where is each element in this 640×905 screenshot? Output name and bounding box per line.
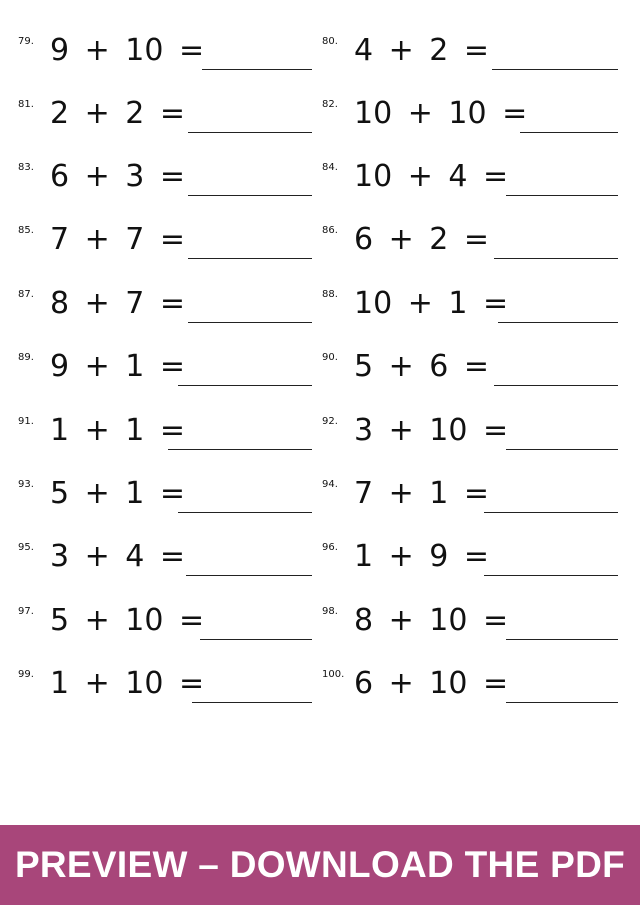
- answer-line[interactable]: [188, 322, 312, 323]
- answer-line[interactable]: [202, 69, 312, 70]
- problem-row: [0, 414, 640, 478]
- problem-81: [18, 97, 312, 161]
- problem-number: 90.: [322, 352, 338, 363]
- problem-number: 86.: [322, 225, 338, 236]
- problem-number: 98.: [322, 606, 338, 617]
- problem-87: [18, 287, 312, 351]
- problem-row: [0, 477, 640, 541]
- problem-expression: 5 + 6 =: [354, 349, 490, 384]
- problem-expression: 2 + 2 =: [50, 96, 186, 131]
- answer-line[interactable]: [506, 195, 618, 196]
- problem-number: 81.: [18, 99, 34, 110]
- problem-99: [18, 667, 312, 731]
- preview-banner[interactable]: [0, 825, 640, 905]
- problem-expression: 1 + 10 =: [50, 666, 205, 701]
- problem-expression: 7 + 7 =: [50, 222, 186, 257]
- answer-line[interactable]: [188, 195, 312, 196]
- problem-number: 100.: [322, 669, 345, 680]
- answer-line[interactable]: [520, 132, 618, 133]
- problem-86: [322, 223, 618, 287]
- problem-row: [0, 350, 640, 414]
- problem-number: 96.: [322, 542, 338, 553]
- answer-line[interactable]: [498, 322, 618, 323]
- answer-line[interactable]: [506, 449, 618, 450]
- problem-number: 91.: [18, 416, 34, 427]
- problem-96: [322, 540, 618, 604]
- problem-79: [18, 34, 312, 98]
- problem-number: 84.: [322, 162, 338, 173]
- problem-expression: 6 + 2 =: [354, 222, 490, 257]
- answer-line[interactable]: [188, 258, 312, 259]
- problem-93: [18, 477, 312, 541]
- problem-expression: 10 + 10 =: [354, 96, 528, 131]
- problem-expression: 9 + 1 =: [50, 349, 186, 384]
- problem-expression: 8 + 10 =: [354, 603, 509, 638]
- answer-line[interactable]: [494, 258, 618, 259]
- problem-number: 94.: [322, 479, 338, 490]
- problem-82: [322, 97, 618, 161]
- problem-row: [0, 604, 640, 668]
- problem-row: [0, 223, 640, 287]
- answer-line[interactable]: [188, 132, 312, 133]
- problem-number: 89.: [18, 352, 34, 363]
- problem-row: [0, 287, 640, 351]
- problem-number: 79.: [18, 36, 34, 47]
- problem-row: [0, 97, 640, 161]
- problem-expression: 1 + 9 =: [354, 539, 490, 574]
- banner-text: PREVIEW – DOWNLOAD THE PDF: [14, 844, 626, 885]
- problem-number: 88.: [322, 289, 338, 300]
- problem-expression: 9 + 10 =: [50, 33, 205, 68]
- answer-line[interactable]: [168, 449, 312, 450]
- problem-92: [322, 414, 618, 478]
- problem-89: [18, 350, 312, 414]
- problem-95: [18, 540, 312, 604]
- problem-91: [18, 414, 312, 478]
- problem-number: 99.: [18, 669, 34, 680]
- answer-line[interactable]: [506, 639, 618, 640]
- problem-84: [322, 160, 618, 224]
- problem-85: [18, 223, 312, 287]
- problem-expression: 5 + 10 =: [50, 603, 205, 638]
- problem-98: [322, 604, 618, 668]
- problem-expression: 6 + 3 =: [50, 159, 186, 194]
- problem-80: [322, 34, 618, 98]
- problem-row: [0, 160, 640, 224]
- answer-line[interactable]: [484, 575, 618, 576]
- problem-expression: 3 + 10 =: [354, 413, 509, 448]
- problem-number: 87.: [18, 289, 34, 300]
- problem-100: [322, 667, 618, 731]
- problem-number: 82.: [322, 99, 338, 110]
- problem-number: 97.: [18, 606, 34, 617]
- problem-83: [18, 160, 312, 224]
- problem-row: [0, 540, 640, 604]
- problem-row: [0, 667, 640, 731]
- problem-expression: 6 + 10 =: [354, 666, 509, 701]
- answer-line[interactable]: [200, 639, 312, 640]
- problem-expression: 7 + 1 =: [354, 476, 490, 511]
- problem-number: 80.: [322, 36, 338, 47]
- problem-number: 93.: [18, 479, 34, 490]
- answer-line[interactable]: [192, 702, 312, 703]
- answer-line[interactable]: [186, 575, 312, 576]
- answer-line[interactable]: [506, 702, 618, 703]
- problem-expression: 1 + 1 =: [50, 413, 186, 448]
- problem-number: 92.: [322, 416, 338, 427]
- problem-90: [322, 350, 618, 414]
- problem-expression: 10 + 4 =: [354, 159, 509, 194]
- answer-line[interactable]: [492, 69, 618, 70]
- answer-line[interactable]: [178, 385, 312, 386]
- problem-row: [0, 34, 640, 98]
- problem-expression: 3 + 4 =: [50, 539, 186, 574]
- answer-line[interactable]: [484, 512, 618, 513]
- problem-expression: 10 + 1 =: [354, 286, 509, 321]
- problem-number: 83.: [18, 162, 34, 173]
- problem-number: 95.: [18, 542, 34, 553]
- answer-line[interactable]: [494, 385, 618, 386]
- problem-number: 85.: [18, 225, 34, 236]
- problem-97: [18, 604, 312, 668]
- problem-expression: 8 + 7 =: [50, 286, 186, 321]
- problem-88: [322, 287, 618, 351]
- answer-line[interactable]: [178, 512, 312, 513]
- problem-expression: 4 + 2 =: [354, 33, 490, 68]
- problem-94: [322, 477, 618, 541]
- problem-expression: 5 + 1 =: [50, 476, 186, 511]
